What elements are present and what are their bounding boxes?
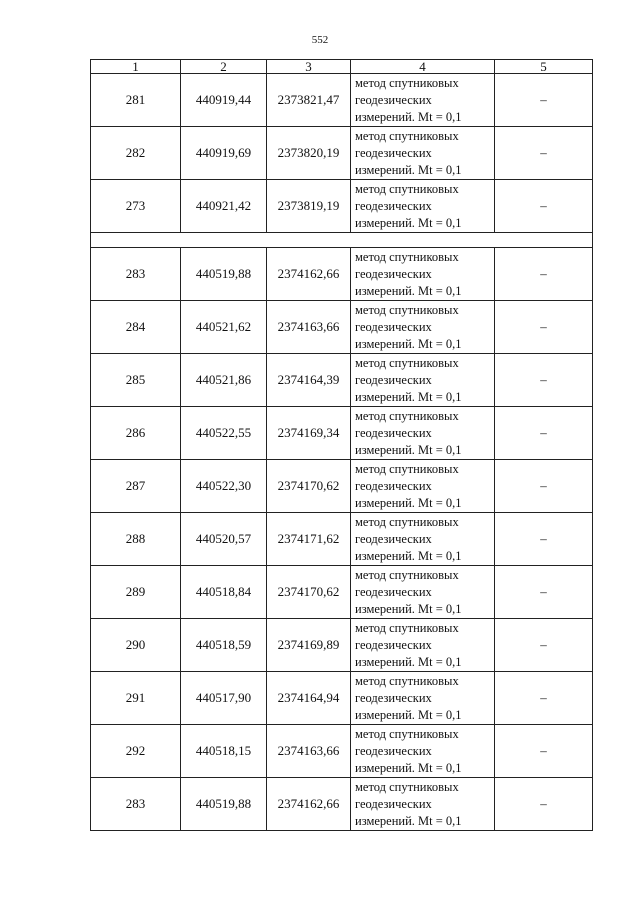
method-line: метод спутниковых — [355, 779, 459, 794]
method-line: геодезических — [355, 690, 432, 705]
note-dash: – — [495, 127, 593, 180]
note-dash: – — [495, 180, 593, 233]
coordinate-y: 2374164,39 — [267, 354, 351, 407]
column-header: 2 — [181, 60, 267, 74]
method-line: геодезических — [355, 319, 432, 334]
note-dash: – — [495, 619, 593, 672]
note-dash: – — [495, 248, 593, 301]
coordinate-x: 440919,69 — [181, 127, 267, 180]
coordinate-y: 2374163,66 — [267, 301, 351, 354]
method-line: метод спутниковых — [355, 620, 459, 635]
coordinate-y: 2374169,34 — [267, 407, 351, 460]
method-line: геодезических — [355, 266, 432, 281]
coordinate-x: 440518,15 — [181, 725, 267, 778]
method-line: геодезических — [355, 584, 432, 599]
table-row — [91, 407, 593, 460]
point-number: 282 — [91, 127, 181, 180]
coordinate-y: 2374169,89 — [267, 619, 351, 672]
method-description — [351, 301, 495, 354]
column-header: 3 — [267, 60, 351, 74]
method-line: метод спутниковых — [355, 181, 459, 196]
coordinate-y: 2373819,19 — [267, 180, 351, 233]
table-row — [91, 619, 593, 672]
table-row — [91, 460, 593, 513]
separator-cell — [91, 233, 593, 248]
coordinate-x: 440519,88 — [181, 778, 267, 831]
column-header: 4 — [351, 60, 495, 74]
coordinate-x: 440521,86 — [181, 354, 267, 407]
point-number: 283 — [91, 778, 181, 831]
method-description — [351, 180, 495, 233]
method-line: измерений. Mt = 0,1 — [355, 162, 462, 177]
table-row — [91, 74, 593, 127]
method-line: метод спутниковых — [355, 355, 459, 370]
column-header: 5 — [495, 60, 593, 74]
coordinate-y: 2374171,62 — [267, 513, 351, 566]
coordinate-y: 2374170,62 — [267, 566, 351, 619]
method-description — [351, 460, 495, 513]
note-dash: – — [495, 354, 593, 407]
table-row — [91, 127, 593, 180]
point-number: 273 — [91, 180, 181, 233]
method-line: измерений. Mt = 0,1 — [355, 601, 462, 616]
method-line: метод спутниковых — [355, 673, 459, 688]
method-line: измерений. Mt = 0,1 — [355, 707, 462, 722]
coordinate-x: 440519,88 — [181, 248, 267, 301]
method-description — [351, 407, 495, 460]
header-row — [91, 60, 593, 74]
method-line: геодезических — [355, 531, 432, 546]
table-row — [91, 301, 593, 354]
method-description — [351, 619, 495, 672]
method-line: измерений. Mt = 0,1 — [355, 548, 462, 563]
coordinate-y: 2374162,66 — [267, 248, 351, 301]
coordinate-x: 440522,55 — [181, 407, 267, 460]
method-line: геодезических — [355, 145, 432, 160]
note-dash: – — [495, 301, 593, 354]
method-line: метод спутниковых — [355, 128, 459, 143]
method-description — [351, 778, 495, 831]
coordinate-x: 440921,42 — [181, 180, 267, 233]
point-number: 289 — [91, 566, 181, 619]
method-line: геодезических — [355, 92, 432, 107]
method-line: геодезических — [355, 478, 432, 493]
table-row — [91, 566, 593, 619]
method-description — [351, 354, 495, 407]
point-number: 283 — [91, 248, 181, 301]
point-number: 292 — [91, 725, 181, 778]
note-dash: – — [495, 460, 593, 513]
point-number: 281 — [91, 74, 181, 127]
method-line: геодезических — [355, 425, 432, 440]
method-description — [351, 513, 495, 566]
note-dash: – — [495, 725, 593, 778]
note-dash: – — [495, 778, 593, 831]
method-description — [351, 672, 495, 725]
method-line: измерений. Mt = 0,1 — [355, 654, 462, 669]
method-line: геодезических — [355, 198, 432, 213]
note-dash: – — [495, 513, 593, 566]
method-line: измерений. Mt = 0,1 — [355, 283, 462, 298]
method-line: метод спутниковых — [355, 302, 459, 317]
method-line: метод спутниковых — [355, 249, 459, 264]
point-number: 286 — [91, 407, 181, 460]
method-line: измерений. Mt = 0,1 — [355, 813, 462, 828]
column-header: 1 — [91, 60, 181, 74]
note-dash: – — [495, 74, 593, 127]
coordinate-y: 2373820,19 — [267, 127, 351, 180]
table-row — [91, 725, 593, 778]
coordinate-x: 440518,59 — [181, 619, 267, 672]
note-dash: – — [495, 566, 593, 619]
coordinate-y: 2374162,66 — [267, 778, 351, 831]
method-line: измерений. Mt = 0,1 — [355, 442, 462, 457]
method-line: метод спутниковых — [355, 514, 459, 529]
method-line: измерений. Mt = 0,1 — [355, 109, 462, 124]
table-row — [91, 354, 593, 407]
method-line: метод спутниковых — [355, 461, 459, 476]
method-description — [351, 248, 495, 301]
method-description — [351, 127, 495, 180]
coordinate-x: 440919,44 — [181, 74, 267, 127]
method-line: геодезических — [355, 743, 432, 758]
coordinate-x: 440518,84 — [181, 566, 267, 619]
table-row — [91, 778, 593, 831]
page-number: 552 — [311, 34, 329, 46]
method-line: метод спутниковых — [355, 75, 459, 90]
coordinate-x: 440521,62 — [181, 301, 267, 354]
method-line: геодезических — [355, 796, 432, 811]
method-line: измерений. Mt = 0,1 — [355, 495, 462, 510]
method-line: геодезических — [355, 637, 432, 652]
table-row — [91, 248, 593, 301]
point-number: 291 — [91, 672, 181, 725]
method-line: измерений. Mt = 0,1 — [355, 760, 462, 775]
method-line: метод спутниковых — [355, 726, 459, 741]
point-number: 287 — [91, 460, 181, 513]
method-line: метод спутниковых — [355, 567, 459, 582]
method-line: метод спутниковых — [355, 408, 459, 423]
table-row — [91, 513, 593, 566]
point-number: 284 — [91, 301, 181, 354]
coordinate-x: 440517,90 — [181, 672, 267, 725]
coordinate-y: 2373821,47 — [267, 74, 351, 127]
coordinate-y: 2374163,66 — [267, 725, 351, 778]
coordinate-x: 440520,57 — [181, 513, 267, 566]
point-number: 290 — [91, 619, 181, 672]
coordinate-y: 2374164,94 — [267, 672, 351, 725]
coordinate-y: 2374170,62 — [267, 460, 351, 513]
separator-row — [91, 233, 593, 248]
method-description — [351, 74, 495, 127]
method-line: измерений. Mt = 0,1 — [355, 215, 462, 230]
point-number: 288 — [91, 513, 181, 566]
coordinate-x: 440522,30 — [181, 460, 267, 513]
method-line: измерений. Mt = 0,1 — [355, 389, 462, 404]
method-line: геодезических — [355, 372, 432, 387]
point-number: 285 — [91, 354, 181, 407]
method-description — [351, 566, 495, 619]
note-dash: – — [495, 672, 593, 725]
coordinates-table — [90, 59, 593, 831]
table-row — [91, 180, 593, 233]
table-row — [91, 672, 593, 725]
method-line: измерений. Mt = 0,1 — [355, 336, 462, 351]
method-description — [351, 725, 495, 778]
note-dash: – — [495, 407, 593, 460]
